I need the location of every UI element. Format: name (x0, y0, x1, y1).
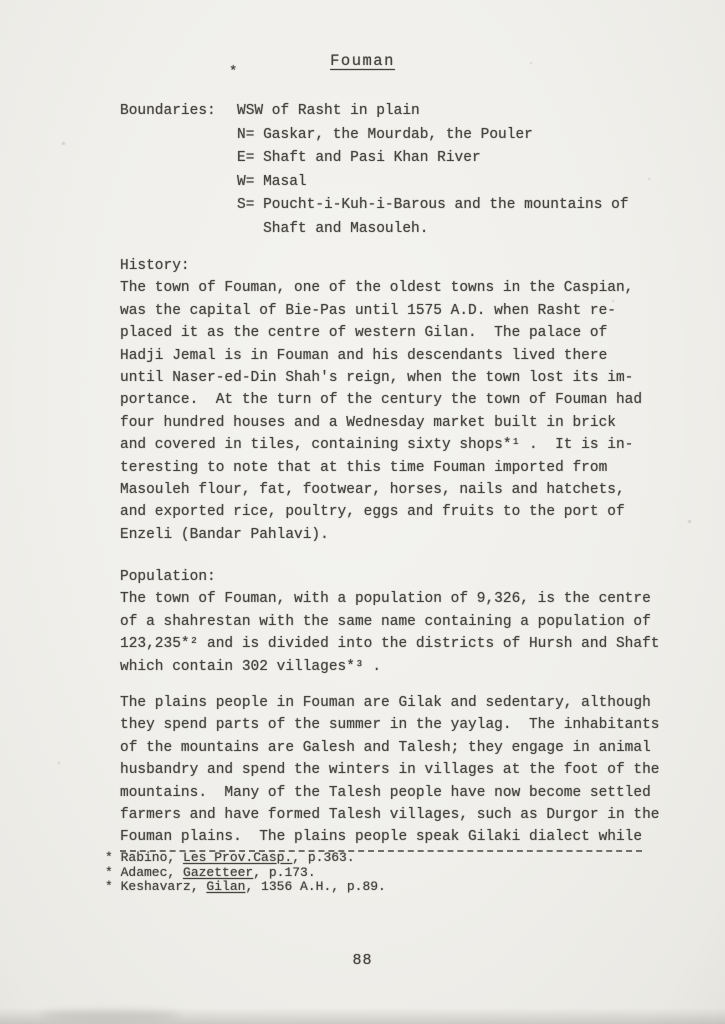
body-line: The town of Fouman, with a population of 9,326, is the centre (120, 591, 651, 608)
footnote (105, 880, 386, 895)
footnote (105, 851, 386, 866)
body-line: of a shahrestan with the same name containing a population of (120, 613, 651, 630)
body-line: placed it as the centre of western Gilan. The palace of (120, 325, 608, 342)
population-heading: Population: (120, 569, 216, 585)
scan-speckle (62, 142, 65, 145)
scan-bottom-edge-shadow (0, 1008, 725, 1024)
history-section (120, 255, 642, 546)
footnote-text: , p.173. (253, 864, 316, 880)
scan-speckle (688, 520, 691, 523)
body-line: The plains people in Fouman are Gilak and sedentary, although (120, 695, 651, 711)
boundary-line: W= Masal (237, 173, 307, 190)
footnote-work-title: Gilan (206, 879, 246, 894)
plains-people-section (120, 692, 660, 852)
body-line: husbandry and spend the winters in villages at the foot of the (120, 762, 660, 779)
body-line: farmers and have formed Talesh villages, such as Durgor in the (120, 807, 660, 824)
body-line: The town of Fouman, one of the oldest towns in the Caspian, (120, 280, 634, 297)
footnote-text: * Rabino, (105, 850, 184, 865)
footnote-work-title: Les Prov.Casp. (183, 850, 293, 865)
body-line: portance. At the turn of the century the town of Fouman had (120, 392, 643, 409)
body-line: mountains. Many of the Talesh people have now become settled (120, 784, 651, 801)
boundaries-section (120, 100, 629, 241)
scan-speckle (530, 62, 532, 64)
body-line: was the capital of Bie-Pas until 1575 A.D. when Rasht re- (120, 302, 616, 319)
body-line: Masouleh flour, fat, footwear, horses, nails and hatchets, (120, 482, 625, 499)
page-title: Fouman (330, 52, 395, 70)
body-line: until Naser-ed-Din Shah's reign, when the town lost its im- (120, 370, 634, 387)
footnote-text: * Adamec, (105, 864, 184, 880)
body-line: and exported rice, poultry, eggs and fruits to the port of (120, 504, 625, 521)
page-number: 88 (352, 952, 373, 969)
body-line: Hadji Jemal is in Fouman and his descendants lived there (120, 347, 608, 364)
footnote-text: , 1356 A.H., p.89. (245, 879, 386, 894)
stray-asterisk-mark: * (229, 64, 238, 80)
scan-speckle (648, 178, 650, 180)
scan-speckle (58, 762, 60, 764)
body-line: which contain 302 villages*³ . (120, 658, 382, 675)
body-line: and covered in tiles, containing sixty shops*¹ . It is in- (120, 437, 634, 454)
body-line: 123,235*² and is divided into the districts of Hursh and Shaft (120, 636, 660, 653)
body-line: teresting to note that at this time Fouman imported from (120, 459, 608, 476)
body-line: of the mountains are Galesh and Talesh; they engage in animal (120, 739, 651, 756)
boundary-line: S= Poucht-i-Kuh-i-Barous and the mountains of (237, 197, 629, 213)
body-line: Enzeli (Bandar Pahlavi). (120, 526, 329, 543)
footnote (105, 866, 386, 881)
boundaries-label: Boundaries: (120, 103, 216, 119)
footnote-separator-line: Fouman plains. The plains people speak Gilaki dialect while (120, 826, 642, 851)
population-section (120, 566, 660, 678)
footnotes-section (105, 851, 386, 895)
boundary-line: E= Shaft and Pasi Khan River (237, 150, 481, 166)
boundary-line: N= Gaskar, the Mourdab, the Pouler (237, 126, 533, 143)
boundary-line: WSW of Rasht in plain (237, 103, 420, 119)
footnote-work-title: Gazetteer (183, 864, 254, 880)
body-line: they spend parts of the summer in the yaylag. The inhabitants (120, 717, 660, 734)
boundary-line: Shaft and Masouleh. (237, 220, 429, 237)
scan-speckle (612, 300, 614, 302)
body-line (120, 826, 660, 851)
history-heading: History: (120, 258, 190, 274)
footnote-text: , p.363. (292, 850, 355, 865)
boundaries-list (237, 100, 629, 241)
body-line: four hundred houses and a Wednesday market built in brick (120, 414, 616, 431)
footnote-text: * Keshavarz, (105, 879, 207, 894)
